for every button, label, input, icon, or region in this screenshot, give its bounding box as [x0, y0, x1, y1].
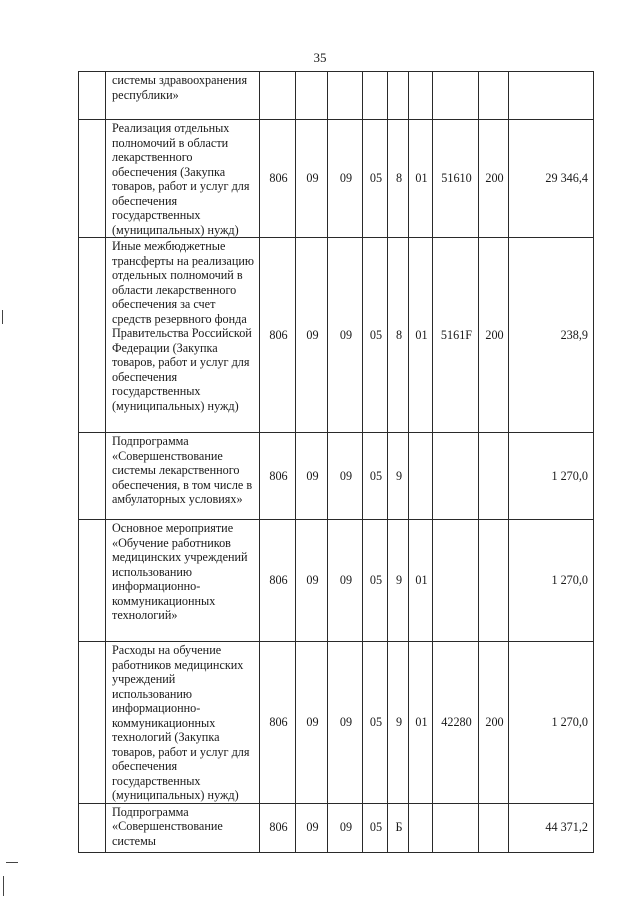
direction-cell: 5161F [433, 238, 479, 433]
description-cell: Подпрограмма «Совершенствование системы [106, 803, 260, 852]
expense-type-cell [479, 803, 509, 852]
description-cell: Подпрограмма «Совершенствование системы лекарственного обеспечения, в том числе в амбулаторных условиях» [106, 433, 260, 520]
subsection-cell: 09 [328, 433, 363, 520]
row-number-cell [79, 120, 106, 238]
description-cell: Иные межбюджетные трансферты на реализацию отдельных полномочий в области лекарственного обеспечения за счет средств резервного фонда Правительства Российской Федерации (Закупка товаров, работ и услуг для обеспечения государственных (муниципальных) нужд) [106, 238, 260, 433]
description-cell: Основное мероприятие «Обучение работников медицинских учреждений использованию информационно-коммуникационных технологий» [106, 520, 260, 642]
subsection-cell: 09 [328, 642, 363, 804]
direction-cell [433, 433, 479, 520]
section-cell [296, 72, 328, 120]
row-number-cell [79, 72, 106, 120]
description-cell: Реализация отдельных полномочий в области лекарственного обеспечения (Закупка товаров, работ и услуг для обеспечения государственных (муниципальных) нужд) [106, 120, 260, 238]
scan-edge-mark [6, 862, 18, 863]
direction-cell [433, 72, 479, 120]
subprogram-cell: 8 [388, 238, 409, 433]
expense-type-cell [479, 433, 509, 520]
subsection-cell: 09 [328, 120, 363, 238]
budget-table [78, 71, 594, 853]
direction-cell: 51610 [433, 120, 479, 238]
section-cell: 09 [296, 120, 328, 238]
expense-type-cell: 200 [479, 238, 509, 433]
expense-type-cell [479, 72, 509, 120]
section-cell: 09 [296, 803, 328, 852]
program-cell: 05 [363, 803, 388, 852]
program-cell [363, 72, 388, 120]
event-cell: 01 [409, 238, 433, 433]
direction-cell [433, 520, 479, 642]
subprogram-cell: 9 [388, 642, 409, 804]
row-number-cell [79, 803, 106, 852]
amount-cell: 44 371,2 [509, 803, 594, 852]
subprogram-cell [388, 72, 409, 120]
event-cell [409, 433, 433, 520]
subprogram-cell: Б [388, 803, 409, 852]
expense-type-cell: 200 [479, 120, 509, 238]
amount-cell [509, 72, 594, 120]
row-number-cell [79, 238, 106, 433]
section-cell: 09 [296, 520, 328, 642]
program-cell: 05 [363, 433, 388, 520]
amount-cell: 238,9 [509, 238, 594, 433]
amount-cell: 1 270,0 [509, 520, 594, 642]
section-cell: 09 [296, 433, 328, 520]
event-cell: 01 [409, 520, 433, 642]
subsection-cell: 09 [328, 238, 363, 433]
row-number-cell [79, 520, 106, 642]
table-row [79, 642, 594, 804]
table-row [79, 72, 594, 120]
subsection-cell: 09 [328, 520, 363, 642]
section-cell: 09 [296, 642, 328, 804]
table-row [79, 238, 594, 433]
ministry-code-cell: 806 [260, 433, 296, 520]
direction-cell: 42280 [433, 642, 479, 804]
description-cell: системы здравоохранения республики» [106, 72, 260, 120]
subprogram-cell: 9 [388, 433, 409, 520]
scan-edge-mark [3, 876, 4, 896]
direction-cell [433, 803, 479, 852]
event-cell [409, 803, 433, 852]
ministry-code-cell: 806 [260, 642, 296, 804]
program-cell: 05 [363, 120, 388, 238]
ministry-code-cell [260, 72, 296, 120]
row-number-cell [79, 642, 106, 804]
subsection-cell: 09 [328, 803, 363, 852]
amount-cell: 1 270,0 [509, 642, 594, 804]
scan-edge-mark [2, 310, 3, 324]
subprogram-cell: 8 [388, 120, 409, 238]
event-cell: 01 [409, 120, 433, 238]
ministry-code-cell: 806 [260, 120, 296, 238]
table-row [79, 433, 594, 520]
page-number: 35 [313, 50, 327, 65]
amount-cell: 1 270,0 [509, 433, 594, 520]
table-row [79, 520, 594, 642]
expense-type-cell [479, 520, 509, 642]
ministry-code-cell: 806 [260, 803, 296, 852]
program-cell: 05 [363, 238, 388, 433]
description-cell: Расходы на обучение работников медицинских учреждений использованию информационно-коммуникационных технологий (Закупка товаров, работ и услуг для обеспечения государственных (муниципальных) нужд) [106, 642, 260, 804]
table-row [79, 120, 594, 238]
event-cell [409, 72, 433, 120]
table-row [79, 803, 594, 852]
subsection-cell [328, 72, 363, 120]
program-cell: 05 [363, 642, 388, 804]
ministry-code-cell: 806 [260, 520, 296, 642]
event-cell: 01 [409, 642, 433, 804]
row-number-cell [79, 433, 106, 520]
ministry-code-cell: 806 [260, 238, 296, 433]
section-cell: 09 [296, 238, 328, 433]
program-cell: 05 [363, 520, 388, 642]
subprogram-cell: 9 [388, 520, 409, 642]
expense-type-cell: 200 [479, 642, 509, 804]
amount-cell: 29 346,4 [509, 120, 594, 238]
